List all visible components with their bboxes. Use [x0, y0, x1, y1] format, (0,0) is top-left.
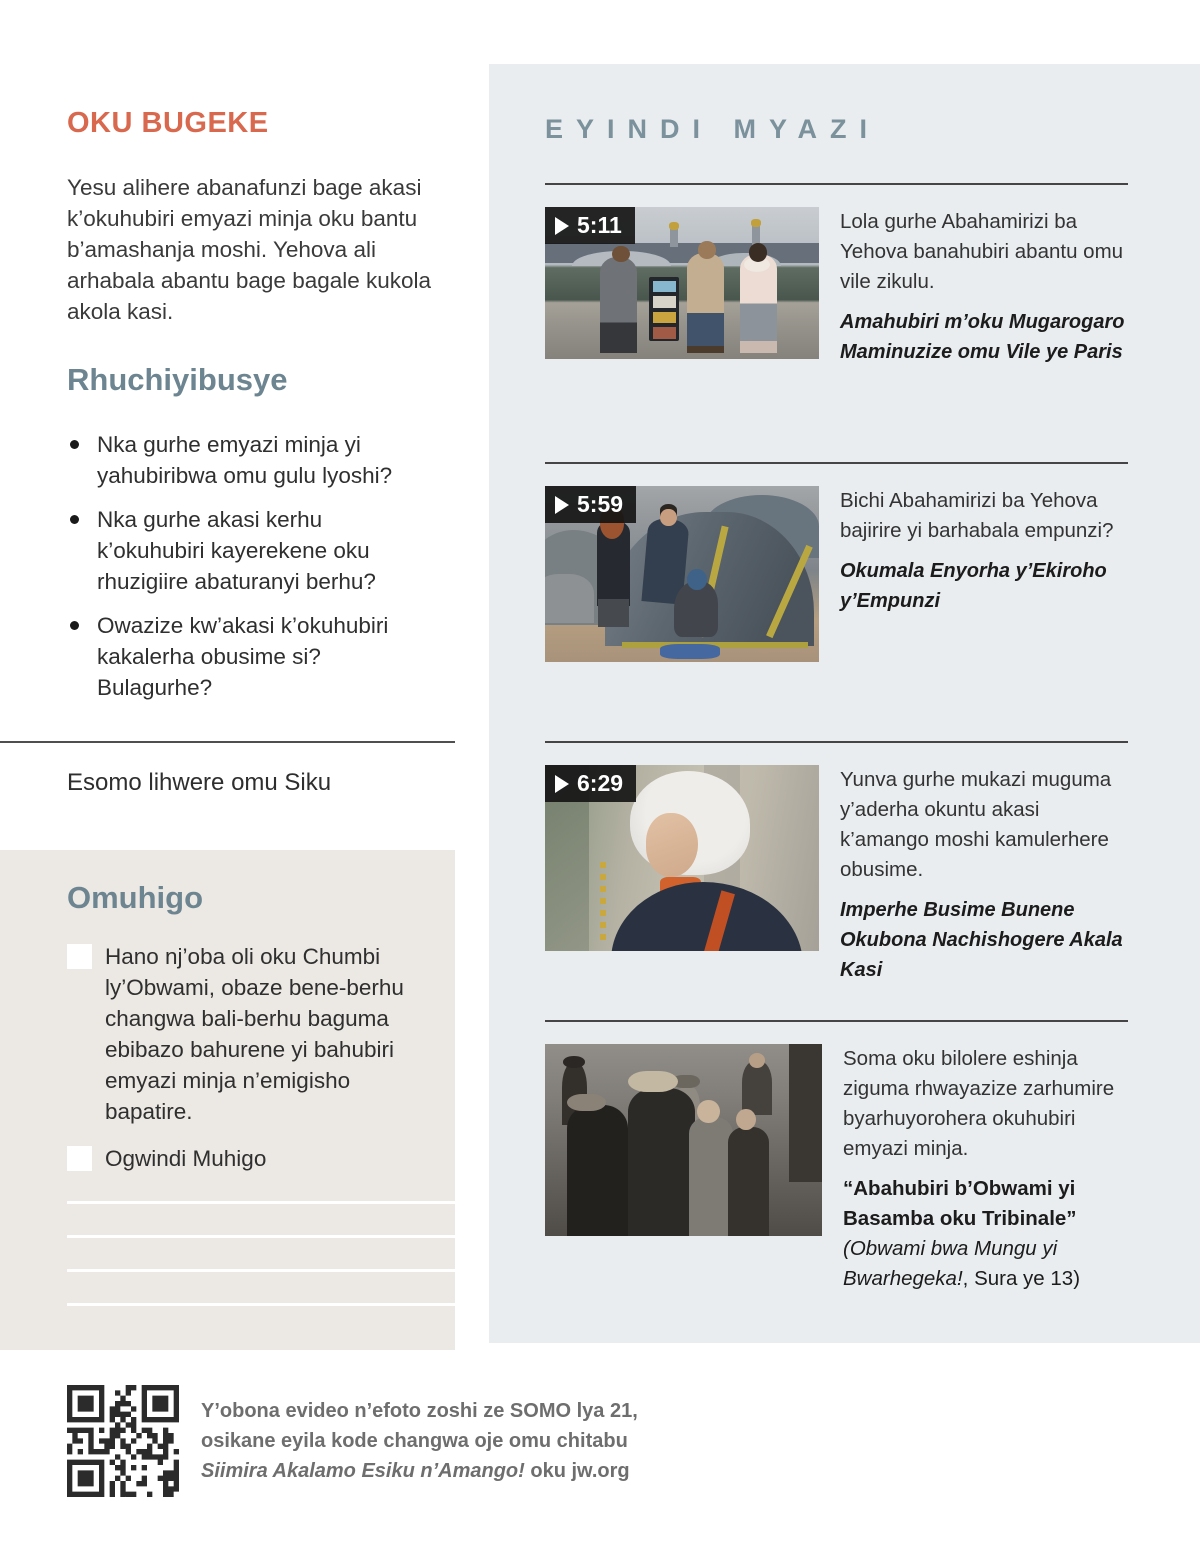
article-text — [843, 1044, 1128, 1294]
art-shape — [653, 312, 676, 323]
qr-caption-line: osikane eyila kode changwa oje omu chitabu — [201, 1429, 628, 1452]
video-thumbnail-street-witnessing-cart-paris[interactable] — [545, 207, 819, 359]
article-title[interactable]: “Abahubiri b’Obwami yi Basamba oku Tribinale” — [843, 1177, 1077, 1230]
video-row — [545, 207, 1128, 367]
goal-item — [67, 1143, 439, 1174]
article-source — [843, 1234, 1128, 1294]
video-description: Bichi Abahamirizi ba Yehova bajirire yi barhabala empunzi? — [840, 489, 1114, 542]
art-shape — [660, 644, 720, 660]
article-description: Soma oku bilolere eshinja ziguma rhwayazize zarhumire byarhuyorohera okuhubiri emyazi minja. — [843, 1047, 1115, 1160]
video-list — [545, 183, 1128, 1294]
art-shape — [728, 1127, 770, 1236]
video-title[interactable]: Okumala Enyorha y’Ekiroho y’Empunzi — [840, 560, 1107, 612]
art-shape — [653, 281, 676, 292]
art-shape — [751, 219, 761, 227]
review-question — [67, 429, 412, 491]
goal-item — [67, 941, 439, 1127]
bullet-icon — [70, 515, 79, 524]
art-shape — [545, 574, 594, 623]
art-shape — [600, 862, 606, 944]
checkbox[interactable] — [67, 944, 92, 969]
video-row — [545, 765, 1128, 985]
video-description: Yunva gurhe mukazi muguma y’aderha okuntu akasi k’amango moshi kamulerhere obusime. — [840, 768, 1112, 881]
source-publication: (Obwami bwa Mungu yi Bwarhegeka! — [843, 1237, 1058, 1290]
art-shape — [567, 1094, 606, 1111]
review-question-text: Nka gurhe akasi kerhu k’okuhubiri kayerekene oku rhuzigiire abaturanyi berhu? — [97, 506, 376, 594]
video-item — [545, 462, 1128, 741]
art-shape — [669, 222, 679, 230]
art-shape — [697, 1100, 719, 1123]
review-question — [67, 610, 412, 703]
photo-historical-group — [545, 1044, 822, 1236]
preview-heading: OKU BUGEKE — [67, 107, 269, 139]
video-item — [545, 183, 1128, 462]
art-shape — [698, 241, 716, 258]
write-line[interactable] — [67, 1201, 455, 1204]
review-question-text: Owazize kw’akasi k’okuhubiri kakalerha obusime si? Bulagurhe? — [97, 612, 389, 700]
art-shape — [653, 327, 676, 338]
art-shape — [689, 1117, 733, 1236]
art-shape — [749, 1053, 766, 1068]
write-line[interactable] — [67, 1303, 455, 1306]
book-title: Siimira Akalamo Esiku n’Amango! — [201, 1459, 525, 1482]
horizontal-divider — [0, 741, 455, 743]
video-thumbnail-elderly-sister-portrait[interactable] — [545, 765, 819, 951]
bullet-icon — [70, 621, 79, 630]
qr-caption-line — [201, 1456, 638, 1486]
art-shape — [660, 509, 676, 527]
art-shape — [598, 599, 628, 627]
preview-paragraph: Yesu alihere abanafunzi bage akasi k’okuhubiri emyazi minja oku bantu b’amashanja moshi. Yehova ali arhabala abantu bage bagale kukola akola kasi. — [67, 174, 432, 324]
duration-badge — [545, 765, 636, 802]
art-shape — [628, 1071, 678, 1092]
goal-heading: Omuhigo — [67, 879, 204, 915]
write-line[interactable] — [67, 1235, 455, 1238]
daily-text-label: Esomo lihwere omu Siku — [67, 768, 332, 796]
art-shape — [600, 257, 637, 353]
write-lines — [67, 1201, 455, 1306]
review-heading: Rhuchiyibusye — [67, 361, 288, 397]
article-row — [545, 1044, 1128, 1294]
write-line[interactable] — [67, 1269, 455, 1272]
goal-box — [0, 850, 455, 1350]
video-text — [840, 207, 1128, 367]
qr-code-icon — [67, 1385, 179, 1497]
qr-caption-tail: oku jw.org — [524, 1459, 630, 1482]
panel-heading: EYINDI MYAZI — [545, 114, 881, 144]
art-shape — [687, 569, 706, 590]
video-row — [545, 486, 1128, 662]
art-shape — [742, 1061, 772, 1115]
video-thumbnail-refugee-camp-tents[interactable] — [545, 486, 819, 662]
qr-caption — [201, 1396, 638, 1486]
review-question — [67, 504, 412, 597]
art-shape — [687, 253, 724, 353]
art-shape — [628, 1088, 694, 1236]
video-item — [545, 741, 1128, 1020]
more-info-panel — [489, 64, 1200, 1343]
video-text — [840, 765, 1128, 985]
art-shape — [653, 296, 676, 307]
duration-badge — [545, 486, 636, 523]
source-chapter: , Sura ye 13) — [962, 1267, 1081, 1290]
bullet-icon — [70, 440, 79, 449]
article-item — [545, 1020, 1128, 1294]
review-question-text: Nka gurhe emyazi minja yi yahubiribwa omu gulu lyoshi? — [97, 431, 393, 488]
checkbox[interactable] — [67, 1146, 92, 1171]
video-description: Lola gurhe Abahamirizi ba Yehova banahubiri abantu omu vile zikulu. — [840, 210, 1124, 293]
art-shape — [789, 1044, 822, 1182]
art-shape — [567, 1105, 628, 1236]
play-icon — [555, 217, 569, 235]
duration-text: 5:59 — [577, 491, 624, 517]
duration-text: 5:11 — [577, 212, 622, 238]
duration-text: 6:29 — [577, 770, 624, 796]
video-title[interactable]: Imperhe Busime Bunene Okubona Nachishogere Akala Kasi — [840, 899, 1123, 981]
review-question-list — [67, 429, 412, 703]
qr-footer — [67, 1385, 638, 1497]
art-shape — [670, 228, 678, 246]
goal-item-text: Ogwindi Muhigo — [105, 1145, 267, 1171]
duration-badge — [545, 207, 635, 244]
art-shape — [649, 277, 679, 341]
video-text — [840, 486, 1128, 616]
play-icon — [555, 496, 569, 514]
art-shape — [736, 1109, 755, 1130]
qr-caption-line: Y’obona evideo n’efoto zoshi ze SOMO lya 21, — [201, 1399, 638, 1422]
goal-item-text: Hano nj’oba oli oku Chumbi ly’Obwami, obaze bene-berhu changwa bali-berhu baguma ebibazo bahurene yi bahubiri emyazi minja n’emigisho bapatire. — [105, 943, 404, 1124]
play-icon — [555, 775, 569, 793]
video-title[interactable]: Amahubiri m’oku Mugarogaro Maminuzize omu Vile ye Paris — [840, 311, 1125, 363]
art-shape — [563, 1056, 585, 1068]
